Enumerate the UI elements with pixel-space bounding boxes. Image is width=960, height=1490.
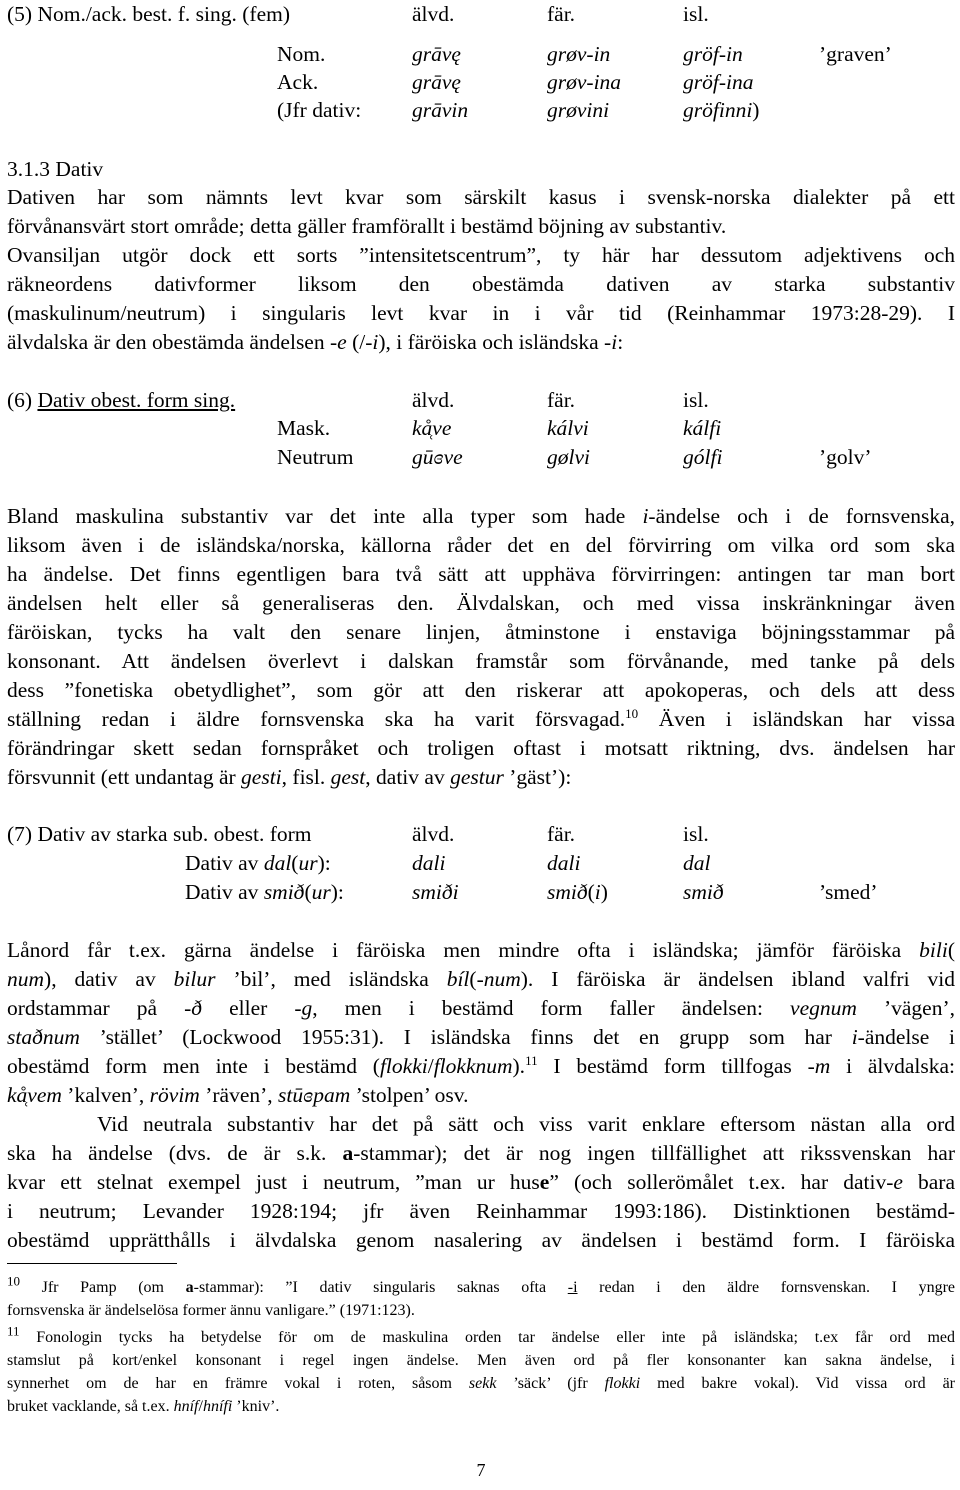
footnote-ref-10[interactable]: 10 [625, 705, 639, 721]
row-label: Dativ av smið(ur): [185, 880, 344, 904]
form-far: smið(i) [547, 880, 608, 904]
col-header-alvd: älvd. [412, 822, 455, 846]
col-header-alvd: älvd. [412, 2, 455, 26]
form-far: grøv-in [547, 42, 611, 66]
paragraph-1-line: räkneordens dativformer liksom den obestämda dativen av starka substantiv [7, 272, 955, 296]
row-label: Neutrum [277, 445, 354, 469]
gloss: ’golv’ [819, 445, 872, 469]
paragraph-3-line: kå̜vem ’kalven’, rövim ’räven’, stūɞpam ’stolpen’ osv. [7, 1083, 469, 1107]
paragraph-4-line: obestämd upprätthålls i älvdalska genom nasalering av ändelsen i bestämd form. I färöiska [7, 1228, 955, 1252]
form-isl: gólfi [683, 445, 723, 469]
row-label: Dativ av dal(ur): [185, 851, 331, 875]
form-isl: gröf-ina [683, 70, 754, 94]
section-number: 3.1.3 [7, 157, 50, 181]
paragraph-4-line: kvar ett stelnat exempel just i neutrum, ”man ur huse” (och sollerömålet t.ex. har dativ-e bara [7, 1170, 955, 1194]
paragraph-2-line: Bland maskulina substantiv var det inte alla typer som hade i-ändelse och i de fornsvenska, [7, 504, 955, 528]
paragraph-2-line: ändelsen helt eller så generaliseras den. Älvdalskan, och med vissa inskränkningar även [7, 591, 955, 615]
form-isl: kálfi [683, 416, 722, 440]
form-far: dali [547, 851, 581, 875]
paragraph-1-line: Dativen har som nämnts levt kvar som särskilt kasus i svensk-norska dialekter på ett [7, 185, 955, 209]
section-heading [7, 155, 955, 184]
paragraph-2-line: dess ”fonetiska obetydlighet”, som gör att den riskerar att apokoperas, och dels att dess [7, 678, 955, 702]
col-header-isl: isl. [683, 2, 709, 26]
form-isl: gröf-in [683, 42, 743, 66]
paragraph-2-line: ställning redan i äldre fornsvenska ska ha varit försvagad.$^{10}$ Även i isländskan har vissa [7, 705, 955, 731]
example-6-title: (6) Dativ obest. form sing. [7, 388, 236, 412]
footnote-10-line: fornsvenska är ändelselösa former ännu vanligare.” (1971:123). [7, 1302, 415, 1319]
col-header-far: fär. [547, 2, 576, 26]
col-header-far: fär. [547, 822, 576, 846]
paragraph-3-line: num), dativ av bilur ’bil’, med isländska bíl(-num). I färöiska är ändelsen ibland valfri vid [7, 967, 955, 991]
form-alvd: gūɞve [412, 445, 463, 469]
form-alvd: grāvę [412, 42, 461, 66]
col-header-far: fär. [547, 388, 576, 412]
paragraph-4-line: Vid neutrala substantiv har det på sätt och viss varit enklare eftersom nästan alla ord [97, 1112, 955, 1136]
form-far: grøv-ina [547, 70, 622, 94]
paragraph-3-line: Lånord får t.ex. gärna ändelse i färöiska men mindre ofta i isländska; jämför färöiska bili( [7, 938, 955, 962]
row-label: Mask. [277, 416, 331, 440]
form-alvd: kå̜ve [412, 416, 452, 440]
form-alvd: dali [412, 851, 446, 875]
form-isl: dal [683, 851, 711, 875]
row-label: Nom. [277, 42, 326, 66]
form-isl: gröfinni [683, 98, 753, 122]
paragraph-2-line: ha ändelse. Det finns egentligen bara två sätt att upphäva förvirringen: antingen tar man bort [7, 562, 955, 586]
footnote-11-line: bruket vacklande, så t.ex. hníf/hnífi ’kniv’. [7, 1398, 280, 1415]
gloss: ’smed’ [819, 880, 878, 904]
form-alvd: grāvę [412, 70, 461, 94]
paragraph-1-line: älvdalska är den obestämda ändelsen -e (/-i), i färöiska och isländska -i: [7, 330, 624, 354]
paragraph-2-line: konsonant. Att ändelsen överlevt i dalskan framstår som förvånande, med tanke på dels [7, 649, 955, 673]
close-paren: ) [752, 98, 760, 122]
paragraph-3-line: staðnum ’stället’ (Lockwood 1955:31). I isländska finns det en grupp som har i-ändelse i [7, 1025, 955, 1049]
paragraph-2-line: försvunnit (ett undantag är gesti, fisl. gest, dativ av gestur ’gäst’): [7, 765, 572, 789]
col-header-isl: isl. [683, 388, 709, 412]
footnote-10: $^{10}$ Jfr Pamp (om a-stammar): ”I dativ singularis saknas ofta -i redan i den äldre fornsvenskan. I yngre [7, 1273, 956, 1296]
paragraph-4-line: ska ha ändelse (dvs. de är s.k. a-stammar); det är nog ingen tillfällighet att rikssvenskan har [7, 1141, 955, 1165]
form-far: grøvini [547, 98, 610, 122]
paragraph-1-line: Ovansiljan utgör dock ett sorts ”intensitetscentrum”, ty här har dessutom adjektivens och [7, 243, 955, 267]
col-header-isl: isl. [683, 822, 709, 846]
footnote-separator [7, 1263, 177, 1264]
example-5-title: (5) Nom./ack. best. f. sing. (fem) [7, 2, 291, 26]
gloss: ’graven’ [819, 42, 892, 66]
footnote-11-line: stamslut på kort/enkel konsonant i regel ingen ändelse. Men även ord på fler konsonanter kan sakna ändelse, i [7, 1352, 955, 1369]
footnote-11: $^{11}$ Fonologin tycks ha betydelse för om de maskulina orden tar ändelse eller inte på isländska; t.ex får ord med [7, 1323, 955, 1346]
paragraph-3-line: obestämd form men inte i bestämd (flokki/flokknum).$^{11}$ I bestämd form tillfogas -m i älvdalska: [7, 1052, 955, 1078]
form-isl: smið [683, 880, 724, 904]
form-alvd: smiði [412, 880, 459, 904]
row-label: (Jfr dativ: [277, 98, 362, 122]
paragraph-3-line: ordstammar på -ð eller -g, men i bestämd form faller ändelsen: vegnum ’vägen’, [7, 996, 955, 1020]
form-far: kálvi [547, 416, 589, 440]
example-7-title: (7) Dativ av starka sub. obest. form [7, 822, 312, 846]
paragraph-2-line: liksom även i de isländska/norska, källorna råder det en del förvirring om vilka ord som ska [7, 533, 955, 557]
page-number: 7 [476, 1460, 486, 1480]
footnote-11-line: synnerhet om de har en främre vokal i roten, såsom sekk ’säck’ (jfr flokki med bakre vokal). Vid vissa ord är [7, 1375, 955, 1392]
col-header-alvd: älvd. [412, 388, 455, 412]
paragraph-1-line: förvånansvärt stort område; detta gäller framförallt i bestämd böjning av substantiv. [7, 214, 727, 238]
paragraph-2-line: färöiskan, tycks ha valt den senare linjen, åtminstone i enstaviga böjningsstammar på [7, 620, 955, 644]
paragraph-4-line: i neutrum; Levander 1928:194; jfr även Reinhammar 1993:186). Distinktionen bestämd- [7, 1199, 955, 1223]
section-title: Dativ [55, 157, 104, 181]
footnote-ref-11[interactable]: 11 [525, 1052, 538, 1068]
row-label: Ack. [277, 70, 319, 94]
paragraph-1-line: (maskulinum/neutrum) i singularis levt kvar in i vår tid (Reinhammar 1973:28-29). I [7, 301, 955, 325]
form-far: gølvi [547, 445, 590, 469]
form-alvd: grāvin [412, 98, 469, 122]
paragraph-2-line: förändringar skett sedan fornspråket och troligen oftast i motsatt riktning, dvs. ändelsen har [7, 736, 955, 760]
form-isl-group [683, 96, 759, 125]
